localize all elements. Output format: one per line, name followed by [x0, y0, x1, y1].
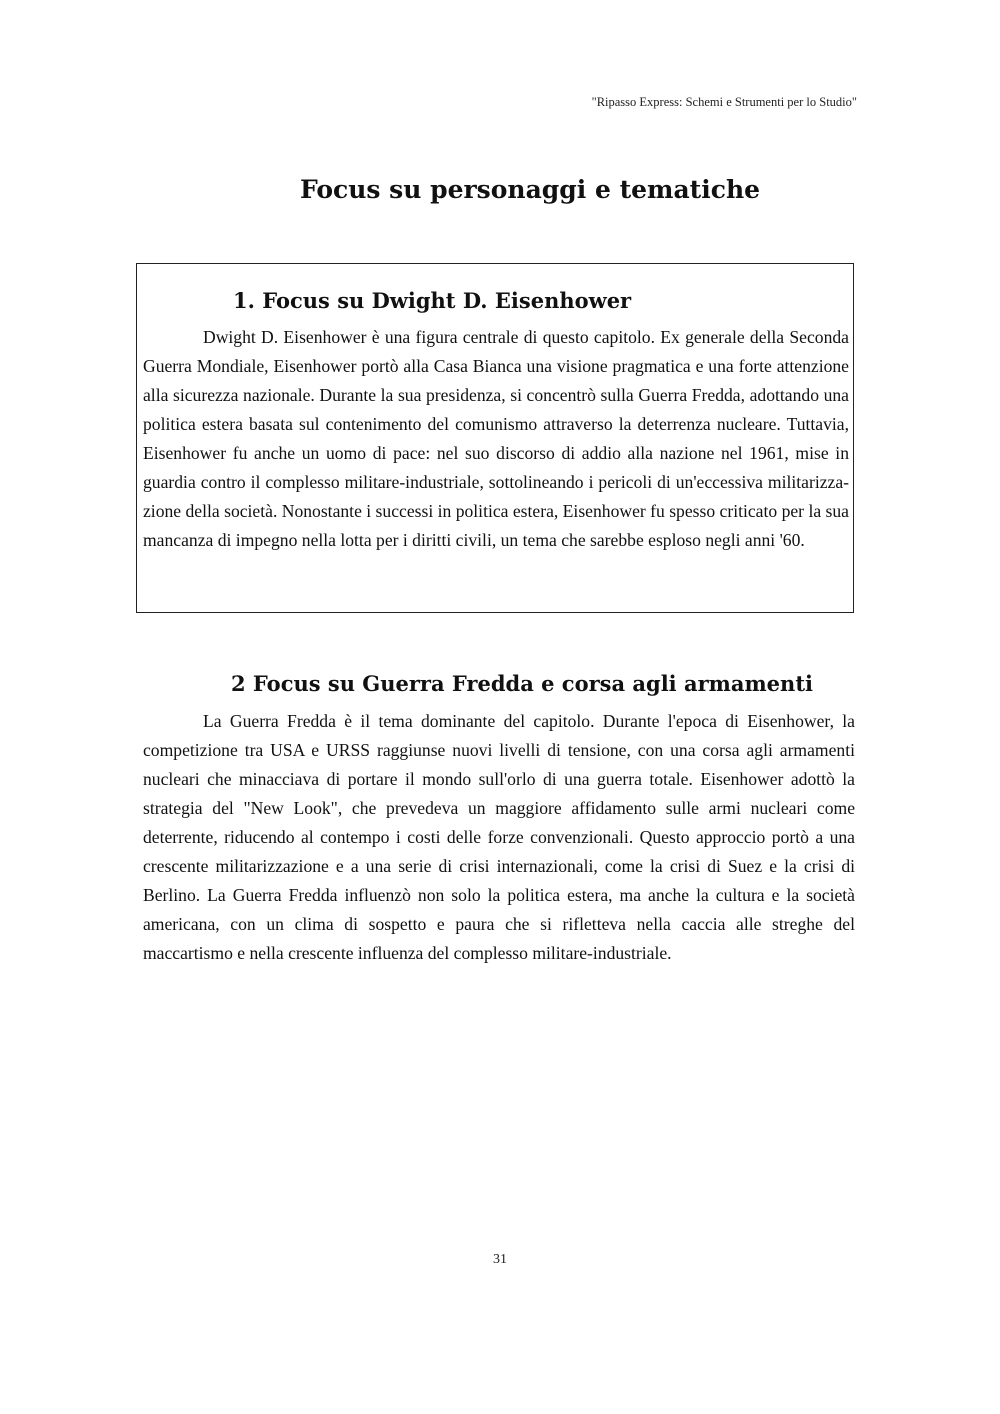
section-heading-eisenhower: 1. Focus su Dwight D. Eisenhower	[233, 288, 632, 313]
running-header: "Ripasso Express: Schemi e Strumenti per lo Studio"	[591, 95, 857, 109]
page-number: 31	[493, 1252, 507, 1267]
page-title: Focus su personaggi e tematiche	[299, 175, 761, 204]
eisenhower-focus-box	[136, 263, 854, 613]
eisenhower-paragraph: Dwight D. Eisenhower è una figura centrale di questo capitolo. Ex generale della Seconda Guerra Mondiale, Eisenhower portò alla Casa Bianca una visione pragmatica e una forte attenzione alla sicurezza nazionale. Durante la sua presidenza, si concentrò sulla Guerra Fredda, adottando una politica estera basata sul contenimento del comunismo attraverso la deterrenza nucleare. Tuttavia, Eisenhower fu anche un uomo di pace: nel suo discorso di addio alla nazione nel 1961, mise in guardia contro il complesso militare-industriale, sottolineando i pericoli di un'eccessiva militarizzazione della società. Nonostante i successi in politica estera, Eisenhower fu spesso criticato per la sua mancanza di impegno nella lotta per i diritti civili, un tema che sarebbe esploso negli anni '60.	[143, 327, 849, 550]
section-heading-cold-war: 2 Focus su Guerra Fredda e corsa agli armamenti	[231, 671, 813, 696]
cold-war-paragraph: La Guerra Fredda è il tema dominante del capitolo. Durante l'epoca di Eisenhower, la competizione tra USA e URSS raggiunse nuovi livelli di tensione, con una corsa agli armamenti nucleari che minacciava di portare il mondo sull'orlo di una guerra totale. Eisenhower adottò la strategia del "New Look", che prevedeva un maggiore affidamento sulle armi nucleari come deterrente, riducendo al contempo i costi delle forze convenzionali. Questo approccio portò a una crescente militarizzazione e a una serie di crisi internazionali, come la crisi di Suez e la crisi di Berlino. La Guerra Fredda influenzò non solo la politica estera, ma anche la cultura e la società americana, con un clima di sospetto e paura che si rifletteva nella caccia alle streghe del maccartismo e nella crescente influenza del complesso militare-industriale.	[143, 711, 855, 963]
